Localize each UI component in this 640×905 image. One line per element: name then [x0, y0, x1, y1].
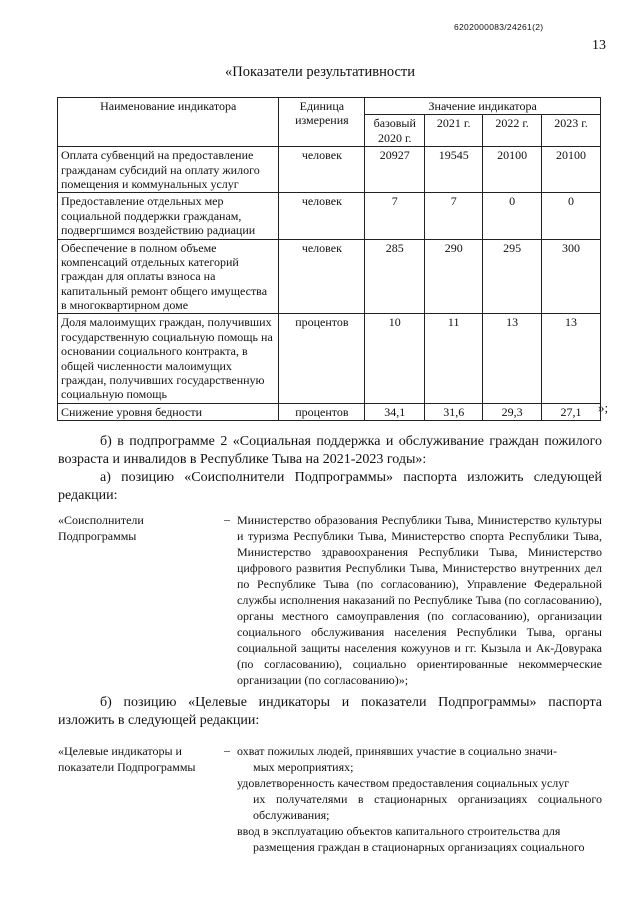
table-closing-quote: »;	[598, 400, 609, 415]
value-2022: 13	[483, 314, 542, 403]
value-2023: 27,1	[542, 403, 601, 420]
table-row	[58, 239, 601, 314]
header-unit: Единица измерения	[279, 98, 365, 147]
header-value-group: Значение индикатора	[365, 98, 601, 115]
value-base: 34,1	[365, 403, 425, 420]
value-2023: 20100	[542, 147, 601, 193]
indicator-name: Доля малоимущих граждан, получивших государственную социальную помощь на основании социального контракта, в общей численности малоимущих граждан, получивших государственную социальную помощь	[58, 314, 279, 403]
value-2023: 0	[542, 193, 601, 239]
indicator-unit: процентов	[279, 403, 365, 420]
list-item	[237, 775, 602, 823]
indicators-table	[57, 97, 601, 421]
indicator-unit: человек	[279, 147, 365, 193]
value-2021: 31,6	[425, 403, 483, 420]
value-base: 10	[365, 314, 425, 403]
value-2022: 29,3	[483, 403, 542, 420]
list-item-continuation: размещения граждан в стационарных организациях социального	[253, 840, 585, 854]
value-2022: 295	[483, 239, 542, 314]
section-title: «Показатели результативности	[224, 64, 416, 80]
header-year-2022: 2022 г.	[483, 115, 542, 147]
indicator-name: Обеспечение в полном объеме компенсаций отдельных категорий граждан для оплаты взноса на капитальный ремонт общего имущества в многоквартирном доме	[58, 239, 279, 314]
list-item-continuation: их получателями в стационарных организациях социального обслуживания;	[253, 792, 602, 822]
target-indicators-list	[237, 743, 602, 855]
table-row	[58, 147, 601, 193]
value-base: 20927	[365, 147, 425, 193]
target-indicators-label: «Целевые индикаторы и показатели Подпрограммы	[58, 744, 196, 774]
table-row	[58, 403, 601, 420]
paragraph-item-a: а) позицию «Соисполнители Подпрограммы» паспорта изложить следующей редакции:	[58, 470, 602, 503]
indicator-name: Оплата субвенций на предоставление гражданам субсидий на оплату жилого помещения и коммунальных услуг	[58, 147, 279, 193]
co-executors-label: «Соисполнители Подпрограммы	[58, 513, 144, 543]
indicator-name: Предоставление отдельных мер социальной поддержки гражданам, подвергшимся воздействию радиации	[58, 193, 279, 239]
value-2023: 13	[542, 314, 601, 403]
header-year-base: базовый 2020 г.	[365, 115, 425, 147]
list-item	[237, 823, 602, 855]
value-2021: 11	[425, 314, 483, 403]
table-row	[58, 193, 601, 239]
indicator-unit: человек	[279, 239, 365, 314]
list-item-line: удовлетворенность качеством предоставления социальных услуг	[237, 776, 570, 790]
value-2022: 20100	[483, 147, 542, 193]
list-item-line: ввод в эксплуатацию объектов капитального строительства для	[237, 824, 561, 838]
value-2022: 0	[483, 193, 542, 239]
value-2021: 7	[425, 193, 483, 239]
value-2021: 19545	[425, 147, 483, 193]
list-item	[237, 743, 602, 775]
co-executors-text: Министерство образования Республики Тыва, Министерство культуры и туризма Республики Тыва, Министерство спорта Республики Тыва, Министерство здравоохранения Республики Тыва, Министерство цифрового развития Республики Тыва, Министерство внутренних дел по Республике Тыва (по согласованию), Управление Федеральной службы исполнения наказаний по Республике Тыва (по согласованию), органы местного самоуправления (по согласованию), организации социального обслуживания населения Республики Тыва, органы социальной защиты населения кожуунов и гг. Кызыла и Ак-Довурака (по согласованию), социально ориентированные некоммерческие организации (по согласованию)»;	[237, 513, 602, 687]
value-base: 7	[365, 193, 425, 239]
paragraph-subprogram-2: б) в подпрограмме 2 «Социальная поддержка и обслуживание граждан пожилого возраста и инвалидов в Республике Тыва на 2021-2023 годы»:	[58, 434, 602, 467]
list-item-line: охват пожилых людей, принявших участие в социально значи-	[237, 744, 557, 758]
indicator-name: Снижение уровня бедности	[58, 403, 279, 420]
document-id: 6202000083/24261(2)	[454, 22, 544, 32]
target-indicators-dash: –	[224, 743, 230, 757]
co-executors-dash: –	[224, 512, 230, 526]
list-item-continuation: мых мероприятиях;	[253, 760, 354, 774]
header-indicator-name: Наименование индикатора	[58, 98, 279, 147]
indicator-unit: процентов	[279, 314, 365, 403]
indicator-unit: человек	[279, 193, 365, 239]
table-row	[58, 314, 601, 403]
table-header-row	[58, 98, 601, 115]
value-2021: 290	[425, 239, 483, 314]
value-2023: 300	[542, 239, 601, 314]
value-base: 285	[365, 239, 425, 314]
page-number: 13	[592, 38, 606, 53]
header-year-2021: 2021 г.	[425, 115, 483, 147]
header-year-2023: 2023 г.	[542, 115, 601, 147]
paragraph-item-b: б) позицию «Целевые индикаторы и показатели Подпрограммы» паспорта изложить в следующей редакции:	[58, 695, 602, 728]
